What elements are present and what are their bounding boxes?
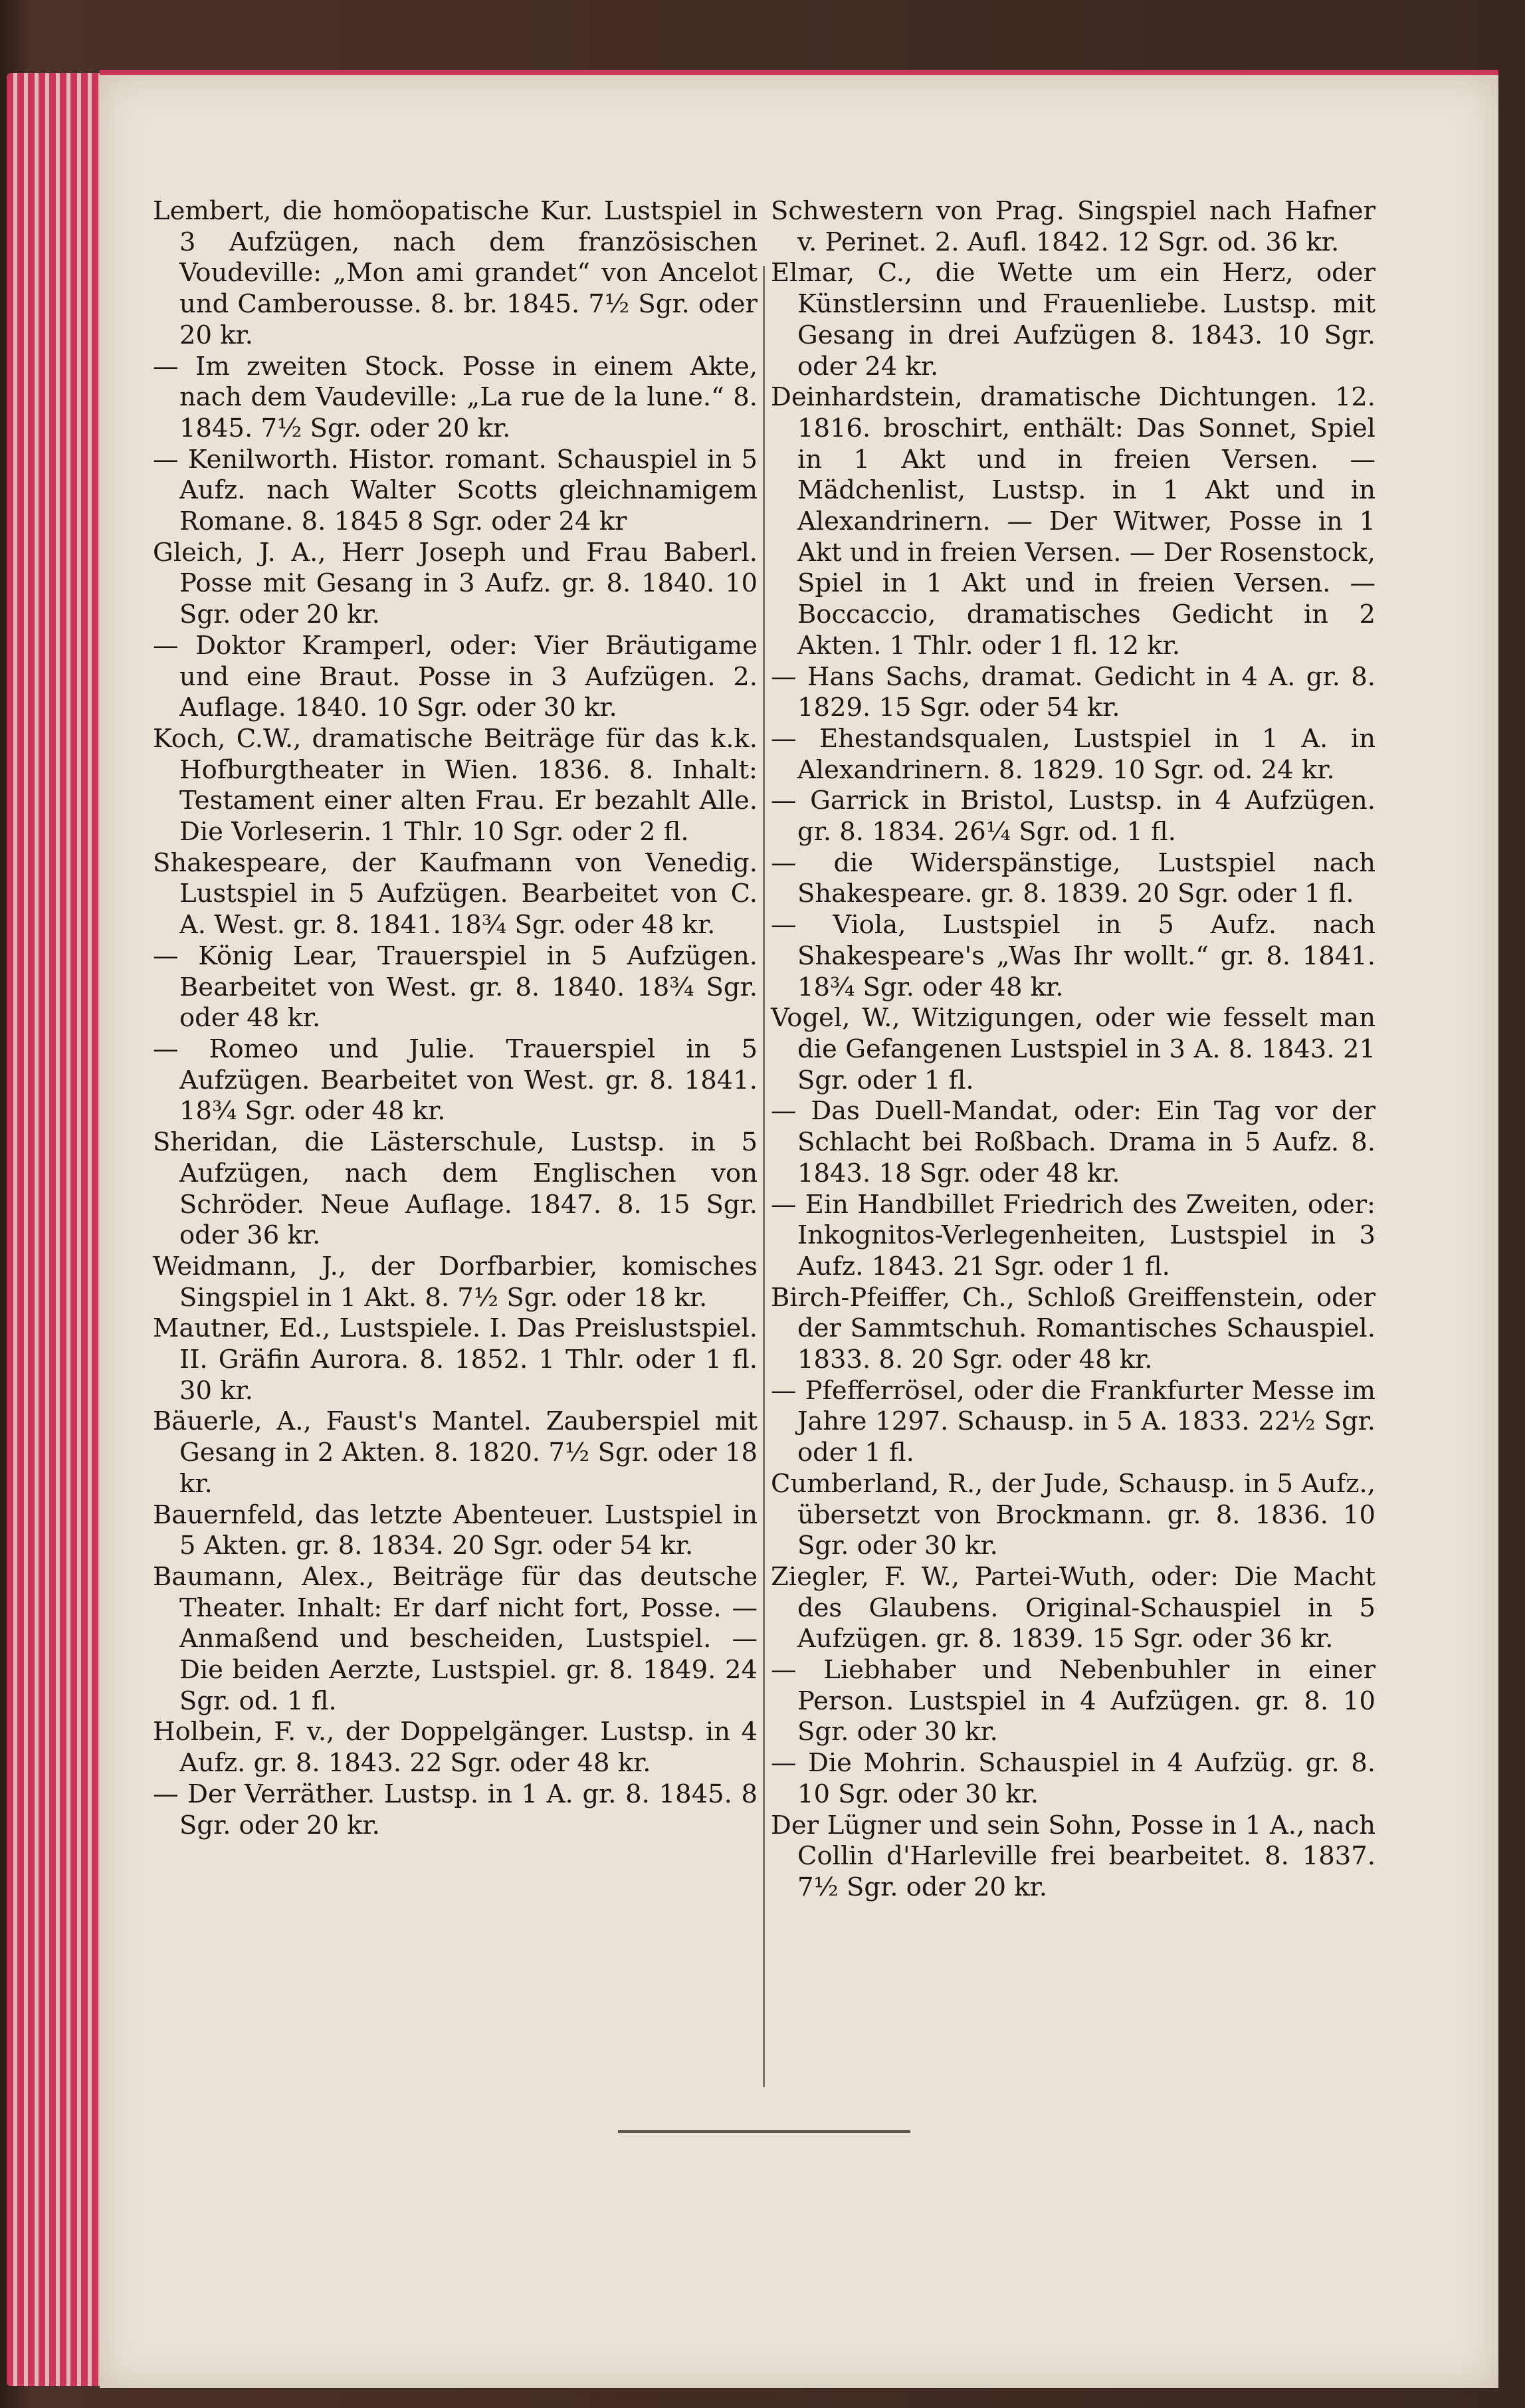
list-item: — Kenilworth. Histor. romant. Schauspiel in 5 Aufz. nach Walter Scotts gleichnamigem Romane. 8. 1845 8 Sgr. oder 24 kr: [153, 444, 758, 537]
list-item: Bauernfeld, das letzte Abenteuer. Lustspiel in 5 Akten. gr. 8. 1834. 20 Sgr. oder 54 kr.: [153, 1499, 758, 1561]
list-item: Ziegler, F. W., Partei-Wuth, oder: Die Macht des Glaubens. Original-Schauspiel in 5 Aufzügen. gr. 8. 1839. 15 Sgr. oder 36 kr.: [771, 1561, 1375, 1654]
list-item: — Liebhaber und Nebenbuhler in einer Person. Lustspiel in 4 Aufzügen. gr. 8. 10 Sgr. oder 30 kr.: [771, 1655, 1375, 1747]
list-item: Gleich, J. A., Herr Joseph und Frau Baberl. Posse mit Gesang in 3 Aufz. gr. 8. 1840. 10 Sgr. oder 20 kr.: [153, 537, 758, 630]
list-item: — Im zweiten Stock. Posse in einem Akte, nach dem Vaudeville: „La rue de la lune.“ 8. 1845. 7½ Sgr. oder 20 kr.: [153, 351, 758, 443]
list-item: Baumann, Alex., Beiträge für das deutsche Theater. Inhalt: Er darf nicht fort, Posse. — Anmaßend und bescheiden, Lustspiel. — Die beiden Aerzte, Lustspiel. gr. 8. 1849. 24 Sgr. od. 1 fl.: [153, 1561, 758, 1716]
list-item: Elmar, C., die Wette um ein Herz, oder Künstlersinn und Frauenliebe. Lustsp. mit Gesang in drei Aufzügen 8. 1843. 10 Sgr. oder 24 kr.: [771, 258, 1375, 382]
list-item: Birch-Pfeiffer, Ch., Schloß Greiffenstein, oder der Sammtschuh. Romantisches Schauspiel. 1833. 8. 20 Sgr. oder 48 kr.: [771, 1282, 1375, 1375]
list-item: Deinhardstein, dramatische Dichtungen. 12. 1816. broschirt, enthält: Das Sonnet, Spiel in 1 Akt und in freien Versen. — Mädchenlist, Lustsp. in 1 Akt und in Alexandrinern. — Der Witwer, Posse in 1 Akt und in freien Versen. — Der Rosenstock, Spiel in 1 Akt und in freien Versen. — Boccaccio, dramatisches Gedicht in 2 Akten. 1 Thlr. oder 1 fl. 12 kr.: [771, 382, 1375, 661]
list-item: Schwestern von Prag. Singspiel nach Hafner v. Perinet. 2. Aufl. 1842. 12 Sgr. od. 36 kr.: [771, 196, 1375, 257]
list-item: Cumberland, R., der Jude, Schausp. in 5 Aufz., übersetzt von Brockmann. gr. 8. 1836. 10 Sgr. oder 30 kr.: [771, 1468, 1375, 1561]
list-item: — die Widerspänstige, Lustspiel nach Shakespeare. gr. 8. 1839. 20 Sgr. oder 1 fl.: [771, 847, 1375, 909]
list-item: Koch, C.W., dramatische Beiträge für das k.k. Hofburgtheater in Wien. 1836. 8. Inhalt: Testament einer alten Frau. Er bezahlt Alle. Die Vorleserin. 1 Thlr. 10 Sgr. oder 2 fl.: [153, 723, 758, 847]
list-item: — Die Mohrin. Schauspiel in 4 Aufzüg. gr. 8. 10 Sgr. oder 30 kr.: [771, 1748, 1375, 1809]
list-item: Weidmann, J., der Dorfbarbier, komisches Singspiel in 1 Akt. 8. 7½ Sgr. oder 18 kr.: [153, 1251, 758, 1313]
right-column: [771, 196, 1375, 1904]
list-item: — Der Verräther. Lustsp. in 1 A. gr. 8. 1845. 8 Sgr. oder 20 kr.: [153, 1779, 758, 1840]
end-rule: [618, 2130, 910, 2133]
column-divider: [763, 266, 765, 2087]
list-item: — König Lear, Trauerspiel in 5 Aufzügen. Bearbeitet von West. gr. 8. 1840. 18¾ Sgr. oder 48 kr.: [153, 940, 758, 1034]
list-item: — Doktor Kramperl, oder: Vier Bräutigame und eine Braut. Posse in 3 Aufzügen. 2. Auflage. 1840. 10 Sgr. oder 30 kr.: [153, 630, 758, 723]
list-item: — Hans Sachs, dramat. Gedicht in 4 A. gr. 8. 1829. 15 Sgr. oder 54 kr.: [771, 661, 1375, 723]
list-item: Sheridan, die Lästerschule, Lustsp. in 5 Aufzügen, nach dem Englischen von Schröder. Neue Auflage. 1847. 8. 15 Sgr. oder 36 kr.: [153, 1127, 758, 1251]
list-item: Bäuerle, A., Faust's Mantel. Zauberspiel mit Gesang in 2 Akten. 8. 1820. 7½ Sgr. oder 18 kr.: [153, 1406, 758, 1499]
list-item: — Pfefferrösel, oder die Frankfurter Messe im Jahre 1297. Schausp. in 5 A. 1833. 22½ Sgr. oder 1 fl.: [771, 1375, 1375, 1468]
list-item: Vogel, W., Witzigungen, oder wie fesselt man die Gefangenen Lustspiel in 3 A. 8. 1843. 21 Sgr. oder 1 fl.: [771, 1003, 1375, 1095]
left-column: [153, 196, 758, 1841]
list-item: — Viola, Lustspiel in 5 Aufz. nach Shakespeare's „Was Ihr wollt.“ gr. 8. 1841. 18¾ Sgr. oder 48 kr.: [771, 910, 1375, 1002]
list-item: Lembert, die homöopatische Kur. Lustspiel in 3 Aufzügen, nach dem französischen Voudeville: „Mon ami grandet“ von Ancelot und Camberousse. 8. br. 1845. 7½ Sgr. oder 20 kr.: [153, 196, 758, 350]
list-item: — Das Duell-Mandat, oder: Ein Tag vor der Schlacht bei Roßbach. Drama in 5 Aufz. 8. 1843. 18 Sgr. oder 48 kr.: [771, 1096, 1375, 1188]
list-item: Der Lügner und sein Sohn, Posse in 1 A., nach Collin d'Harleville frei bearbeitet. 8. 1837. 7½ Sgr. oder 20 kr.: [771, 1810, 1375, 1902]
list-item: — Ehestandsqualen, Lustspiel in 1 A. in Alexandrinern. 8. 1829. 10 Sgr. od. 24 kr.: [771, 723, 1375, 785]
list-item: Mautner, Ed., Lustspiele. I. Das Preislustspiel. II. Gräfin Aurora. 8. 1852. 1 Thlr. oder 1 fl. 30 kr.: [153, 1313, 758, 1406]
list-item: Shakespeare, der Kaufmann von Venedig. Lustspiel in 5 Aufzügen. Bearbeitet von C. A. West. gr. 8. 1841. 18¾ Sgr. oder 48 kr.: [153, 847, 758, 940]
page-edges: [7, 73, 106, 2386]
list-item: — Romeo und Julie. Trauerspiel in 5 Aufzügen. Bearbeitet von West. gr. 8. 1841. 18¾ Sgr. oder 48 kr.: [153, 1034, 758, 1127]
list-item: — Ein Handbillet Friedrich des Zweiten, oder: Inkognitos-Verlegenheiten, Lustspiel in 3 Aufz. 1843. 21 Sgr. oder 1 fl.: [771, 1189, 1375, 1281]
list-item: — Garrick in Bristol, Lustsp. in 4 Aufzügen. gr. 8. 1834. 26¼ Sgr. od. 1 fl.: [771, 786, 1375, 847]
list-item: Holbein, F. v., der Doppelgänger. Lustsp. in 4 Aufz. gr. 8. 1843. 22 Sgr. oder 48 kr.: [153, 1717, 758, 1779]
